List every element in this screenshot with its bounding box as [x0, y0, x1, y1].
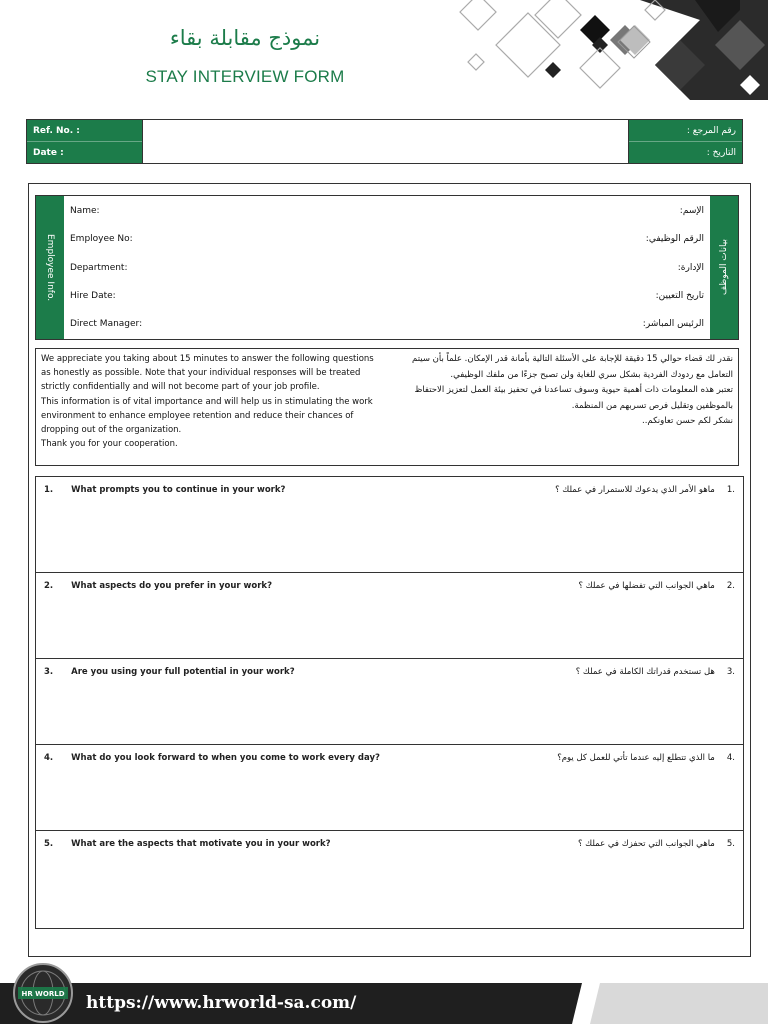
question-4 [36, 745, 743, 831]
form-title-arabic: نموذج مقابلة بقاء [169, 26, 321, 50]
hire-date-label: Hire Date: [70, 290, 116, 301]
answer-area-2[interactable] [36, 599, 743, 658]
question-text: What prompts you to continue in your work? [71, 485, 286, 495]
question-1 [36, 477, 743, 573]
direct-manager-row[interactable] [70, 310, 704, 338]
employee-info-section [35, 195, 739, 340]
department-label: Department: [70, 262, 128, 273]
intro-english [41, 352, 386, 462]
employee-info-side-label-arabic [710, 196, 738, 339]
employee-info-side-text: Employee Info. [45, 233, 55, 302]
form-title-english: STAY INTERVIEW FORM [145, 67, 345, 86]
department-row[interactable] [70, 253, 704, 281]
question-number: 2. [44, 581, 54, 591]
employee-info-side-text-arabic: بيانات الموظف [719, 239, 729, 296]
answer-area-1[interactable] [36, 503, 743, 572]
date-label-arabic: التاريخ : [706, 147, 736, 158]
question-text: Are you using your full potential in your work? [71, 667, 295, 677]
question-number: 5. [44, 839, 54, 849]
question-number-arabic: .3 [726, 667, 735, 677]
employee-number-row[interactable] [70, 225, 704, 253]
employee-name-row[interactable] [70, 197, 704, 225]
employee-info-side-label [36, 196, 64, 339]
decorative-squares [440, 0, 768, 100]
question-text: What do you look forward to when you come to work every day? [71, 753, 380, 763]
hr-world-logo [12, 962, 74, 1024]
answer-area-3[interactable] [36, 685, 743, 744]
employee-no-label-arabic: الرقم الوظيفي: [645, 234, 704, 245]
answer-area-4[interactable] [36, 771, 743, 830]
intro-ar-paragraph: نشكر لكم حسن تعاونكم.. [642, 416, 733, 426]
question-number: 3. [44, 667, 54, 677]
intro-section [35, 348, 739, 466]
ref-no-label: Ref. No. : [27, 120, 142, 142]
name-label-arabic: الإسم: [679, 206, 704, 217]
question-text: What are the aspects that motivate you in your work? [71, 839, 331, 849]
question-text-arabic: ما الذي تتطلع إليه عندما تأتي للعمل كل يوم؟ [557, 753, 715, 763]
direct-manager-label: Direct Manager: [70, 318, 143, 329]
question-number-arabic: .5 [726, 839, 735, 849]
question-number-arabic: .4 [726, 753, 735, 763]
question-3 [36, 659, 743, 745]
question-text-arabic: ماهي الجوانب التي تفضلها في عملك ؟ [578, 581, 715, 591]
date-label: Date : [33, 147, 64, 158]
intro-en-paragraph: Thank you for your cooperation. [41, 439, 178, 450]
employee-no-label: Employee No: [70, 234, 133, 245]
intro-en-paragraph: This information is of vital importance and will help us in stimulating the work environment to enhance employee retention and reduce their chances of dropping out of the organization. [41, 396, 373, 436]
question-number: 1. [44, 485, 54, 495]
question-5 [36, 831, 743, 928]
hire-date-row[interactable] [70, 282, 704, 310]
question-number-arabic: .2 [726, 581, 735, 591]
logo-text: HR WORLD [21, 990, 65, 998]
question-text-arabic: هل تستخدم قدراتك الكاملة في عملك ؟ [575, 667, 715, 677]
hire-date-label-arabic: تاريخ التعيين: [655, 290, 704, 301]
website-url-link[interactable]: https://www.hrworld-sa.com/ [86, 993, 357, 1013]
intro-en-paragraph: We appreciate you taking about 15 minutes to answer the following questions as honestly as possible. Note that your individual responses will be treated strictly confidentially and will not become part of your job profile. [41, 354, 374, 393]
answer-area-5[interactable] [36, 857, 743, 928]
department-label-arabic: الإدارة: [677, 262, 704, 273]
question-number: 4. [44, 753, 54, 763]
ref-value-field[interactable] [142, 120, 629, 163]
name-label: Name: [70, 206, 100, 217]
reference-table [26, 119, 743, 164]
question-text-arabic: ماهي الجوانب التي تحفزك في عملك ؟ [577, 839, 715, 849]
questions-section [35, 476, 744, 929]
intro-ar-paragraph: تعتبر هذه المعلومات ذات أهمية حيوية وسوف تساعدنا في تحفيز بيئة العمل لتعزيز الاحتفاظ بالموظفين وتقليل فرص تسربهم من المنظمة. [414, 385, 733, 411]
question-text-arabic: ماهو الأمر الذي يدعوك للاستمرار في عملك ؟ [555, 485, 715, 495]
question-number-arabic: .1 [726, 485, 735, 495]
intro-arabic [386, 352, 733, 462]
question-2 [36, 573, 743, 659]
ref-no-label-arabic: رقم المرجع : [629, 120, 742, 142]
direct-manager-label-arabic: الرئيس المباشر: [642, 318, 704, 329]
intro-ar-paragraph: نقدر لك قضاء حوالي 15 دقيقة للإجابة على الأسئلة التالية بأمانة قدر الإمكان. علماً بأن سيتم التعامل مع ردودك الفردية بشكل سري للغاية ولن تصبح جزءًا من ملفك الوظيفي. [412, 354, 733, 380]
question-text: What aspects do you prefer in your work? [71, 581, 273, 591]
